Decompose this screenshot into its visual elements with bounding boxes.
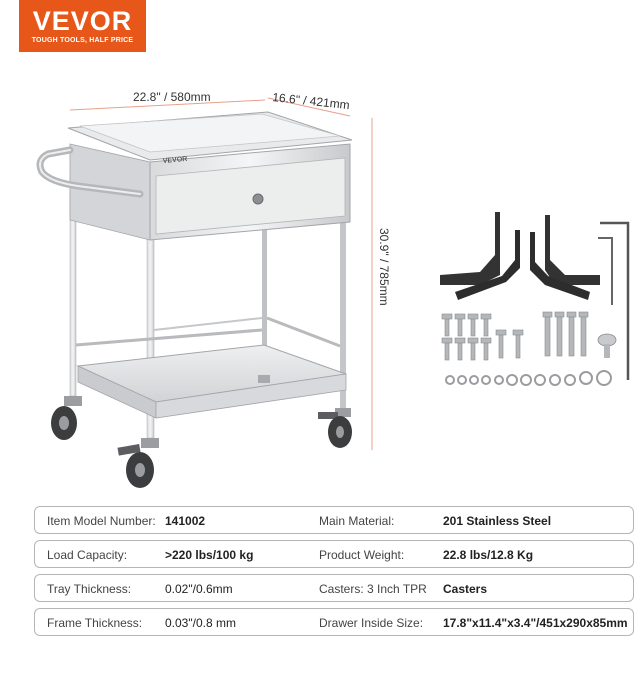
brand-tagline: TOUGH TOOLS, HALF PRICE: [31, 37, 134, 44]
spec-label: Load Capacity:: [47, 548, 128, 562]
spec-value: Casters: [443, 582, 488, 596]
spec-value: 201 Stainless Steel: [443, 514, 552, 528]
dim-length: 22.8" / 580mm: [133, 90, 211, 104]
spec-label: Frame Thickness:: [47, 616, 143, 630]
spec-row: [34, 608, 634, 636]
specifications-table: [34, 506, 634, 642]
product-label: VEVOR: [162, 155, 188, 165]
dim-height: 30.9" / 785mm: [377, 228, 391, 306]
spec-label: Drawer Inside Size:: [319, 616, 424, 630]
spec-label: Product Weight:: [319, 548, 405, 562]
brand-name: VEVOR: [32, 6, 133, 36]
spec-label: Tray Thickness:: [47, 582, 132, 596]
product-figure: [0, 60, 640, 500]
spec-value: >220 lbs/100 kg: [165, 548, 254, 562]
cart-illustration: [40, 112, 352, 488]
accessories-illustration: [440, 212, 628, 385]
spec-value: 17.8"x11.4"x3.4"/451x290x85mm: [443, 616, 628, 630]
spec-value: 22.8 lbs/12.8 Kg: [443, 548, 534, 562]
spec-row: [34, 506, 634, 534]
spec-row: [34, 574, 634, 602]
spec-value: 0.03"/0.8 mm: [165, 616, 236, 630]
spec-row: [34, 540, 634, 568]
spec-value: 0.02"/0.6mm: [165, 582, 233, 596]
spec-label: Item Model Number:: [47, 514, 156, 528]
brand-logo: [19, 0, 146, 52]
spec-label: Casters: 3 Inch TPR: [319, 582, 427, 596]
spec-value: 141002: [165, 514, 206, 528]
dim-width: 16.6" / 421mm: [271, 90, 351, 113]
spec-label: Main Material:: [319, 514, 395, 528]
